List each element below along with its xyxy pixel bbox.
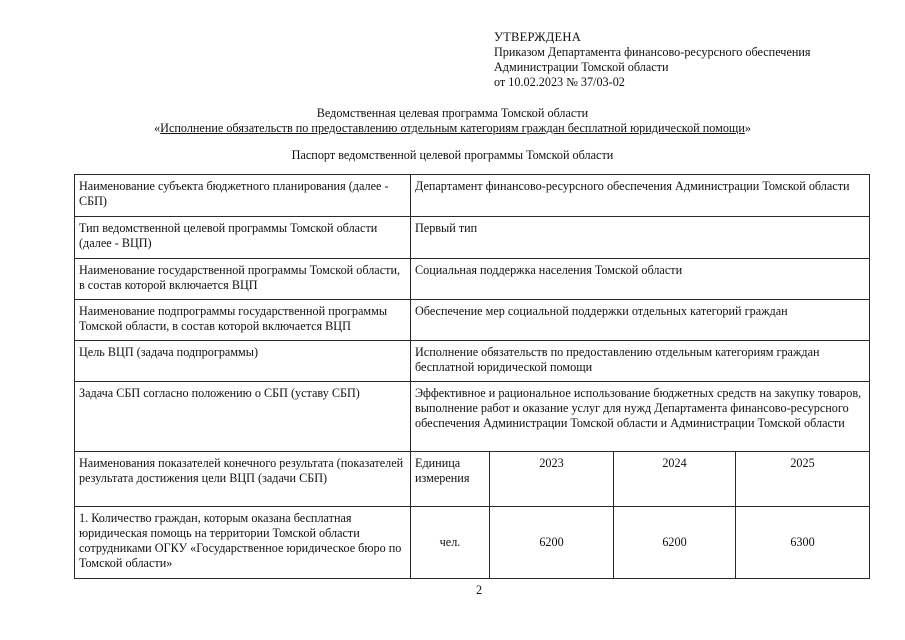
program-name-line — [0, 121, 905, 136]
year-header-2024: 2024 — [614, 452, 736, 507]
indicator-row — [75, 507, 870, 579]
table-row — [75, 382, 870, 452]
row-value: Первый тип — [411, 217, 870, 259]
passport-title: Паспорт ведомственной целевой программы Томской области — [291, 148, 614, 162]
row-label: Наименование государственной программы Томской области, в состав которой включается ВЦП — [75, 259, 411, 300]
indicator-value-2025: 6300 — [736, 507, 870, 579]
unit-header: Единица измерения — [411, 452, 490, 507]
row-value: Эффективное и рациональное использование бюджетных средств на закупку товаров, выполнение работ и оказание услуг для нужд Департамента финансово-ресурсного обеспечения Администрации Томской области и Администрации Томской области — [411, 382, 870, 452]
indicator-value-2023: 6200 — [490, 507, 614, 579]
row-label: Наименование подпрограммы государственной программы Томской области, в состав которой включается ВЦП — [75, 300, 411, 341]
indicators-header-label: Наименования показателей конечного результата (показателей результата достижения цели ВЦП (задачи СБП) — [75, 452, 411, 507]
approval-stamp — [494, 30, 894, 90]
row-value: Обеспечение мер социальной поддержки отдельных категорий граждан — [411, 300, 870, 341]
indicator-name: 1. Количество граждан, которым оказана бесплатная юридическая помощь на территории Томской области сотрудниками ОГКУ «Государственное юридическое бюро по Томской области» — [75, 507, 411, 579]
program-title: Ведомственная целевая программа Томской области — [316, 106, 589, 120]
indicator-value-2024: 6200 — [614, 507, 736, 579]
approval-authority-line: Администрации Томской области — [494, 60, 669, 74]
row-value: Департамент финансово-ресурсного обеспечения Администрации Томской области — [411, 175, 870, 217]
program-header — [0, 106, 905, 136]
program-name: Исполнение обязательств по предоставлению отдельным категориям граждан бесплатной юридической помощи — [160, 121, 745, 135]
table-row — [75, 217, 870, 259]
page-number: 2 — [475, 583, 483, 597]
row-label: Задача СБП согласно положению о СБП (уставу СБП) — [75, 382, 411, 452]
indicator-unit: чел. — [411, 507, 490, 579]
row-label: Цель ВЦП (задача подпрограммы) — [75, 341, 411, 382]
row-value: Исполнение обязательств по предоставлению отдельным категориям граждан бесплатной юридической помощи — [411, 341, 870, 382]
quote-close: » — [744, 121, 751, 135]
approval-date-line: от 10.02.2023 № 37/03-02 — [494, 75, 625, 89]
row-value: Социальная поддержка населения Томской области — [411, 259, 870, 300]
indicators-header-row — [75, 452, 870, 507]
table-row — [75, 175, 870, 217]
table-row — [75, 300, 870, 341]
table-row — [75, 259, 870, 300]
year-header-2025: 2025 — [736, 452, 870, 507]
approval-order-line: Приказом Департамента финансово-ресурсного обеспечения — [494, 45, 811, 59]
table-row — [75, 341, 870, 382]
approval-heading: УТВЕРЖДЕНА — [494, 30, 582, 44]
passport-table — [74, 174, 870, 579]
quote-open: « — [154, 121, 161, 135]
row-label: Наименование субъекта бюджетного планирования (далее - СБП) — [75, 175, 411, 217]
row-label: Тип ведомственной целевой программы Томской области (далее - ВЦП) — [75, 217, 411, 259]
year-header-2023: 2023 — [490, 452, 614, 507]
